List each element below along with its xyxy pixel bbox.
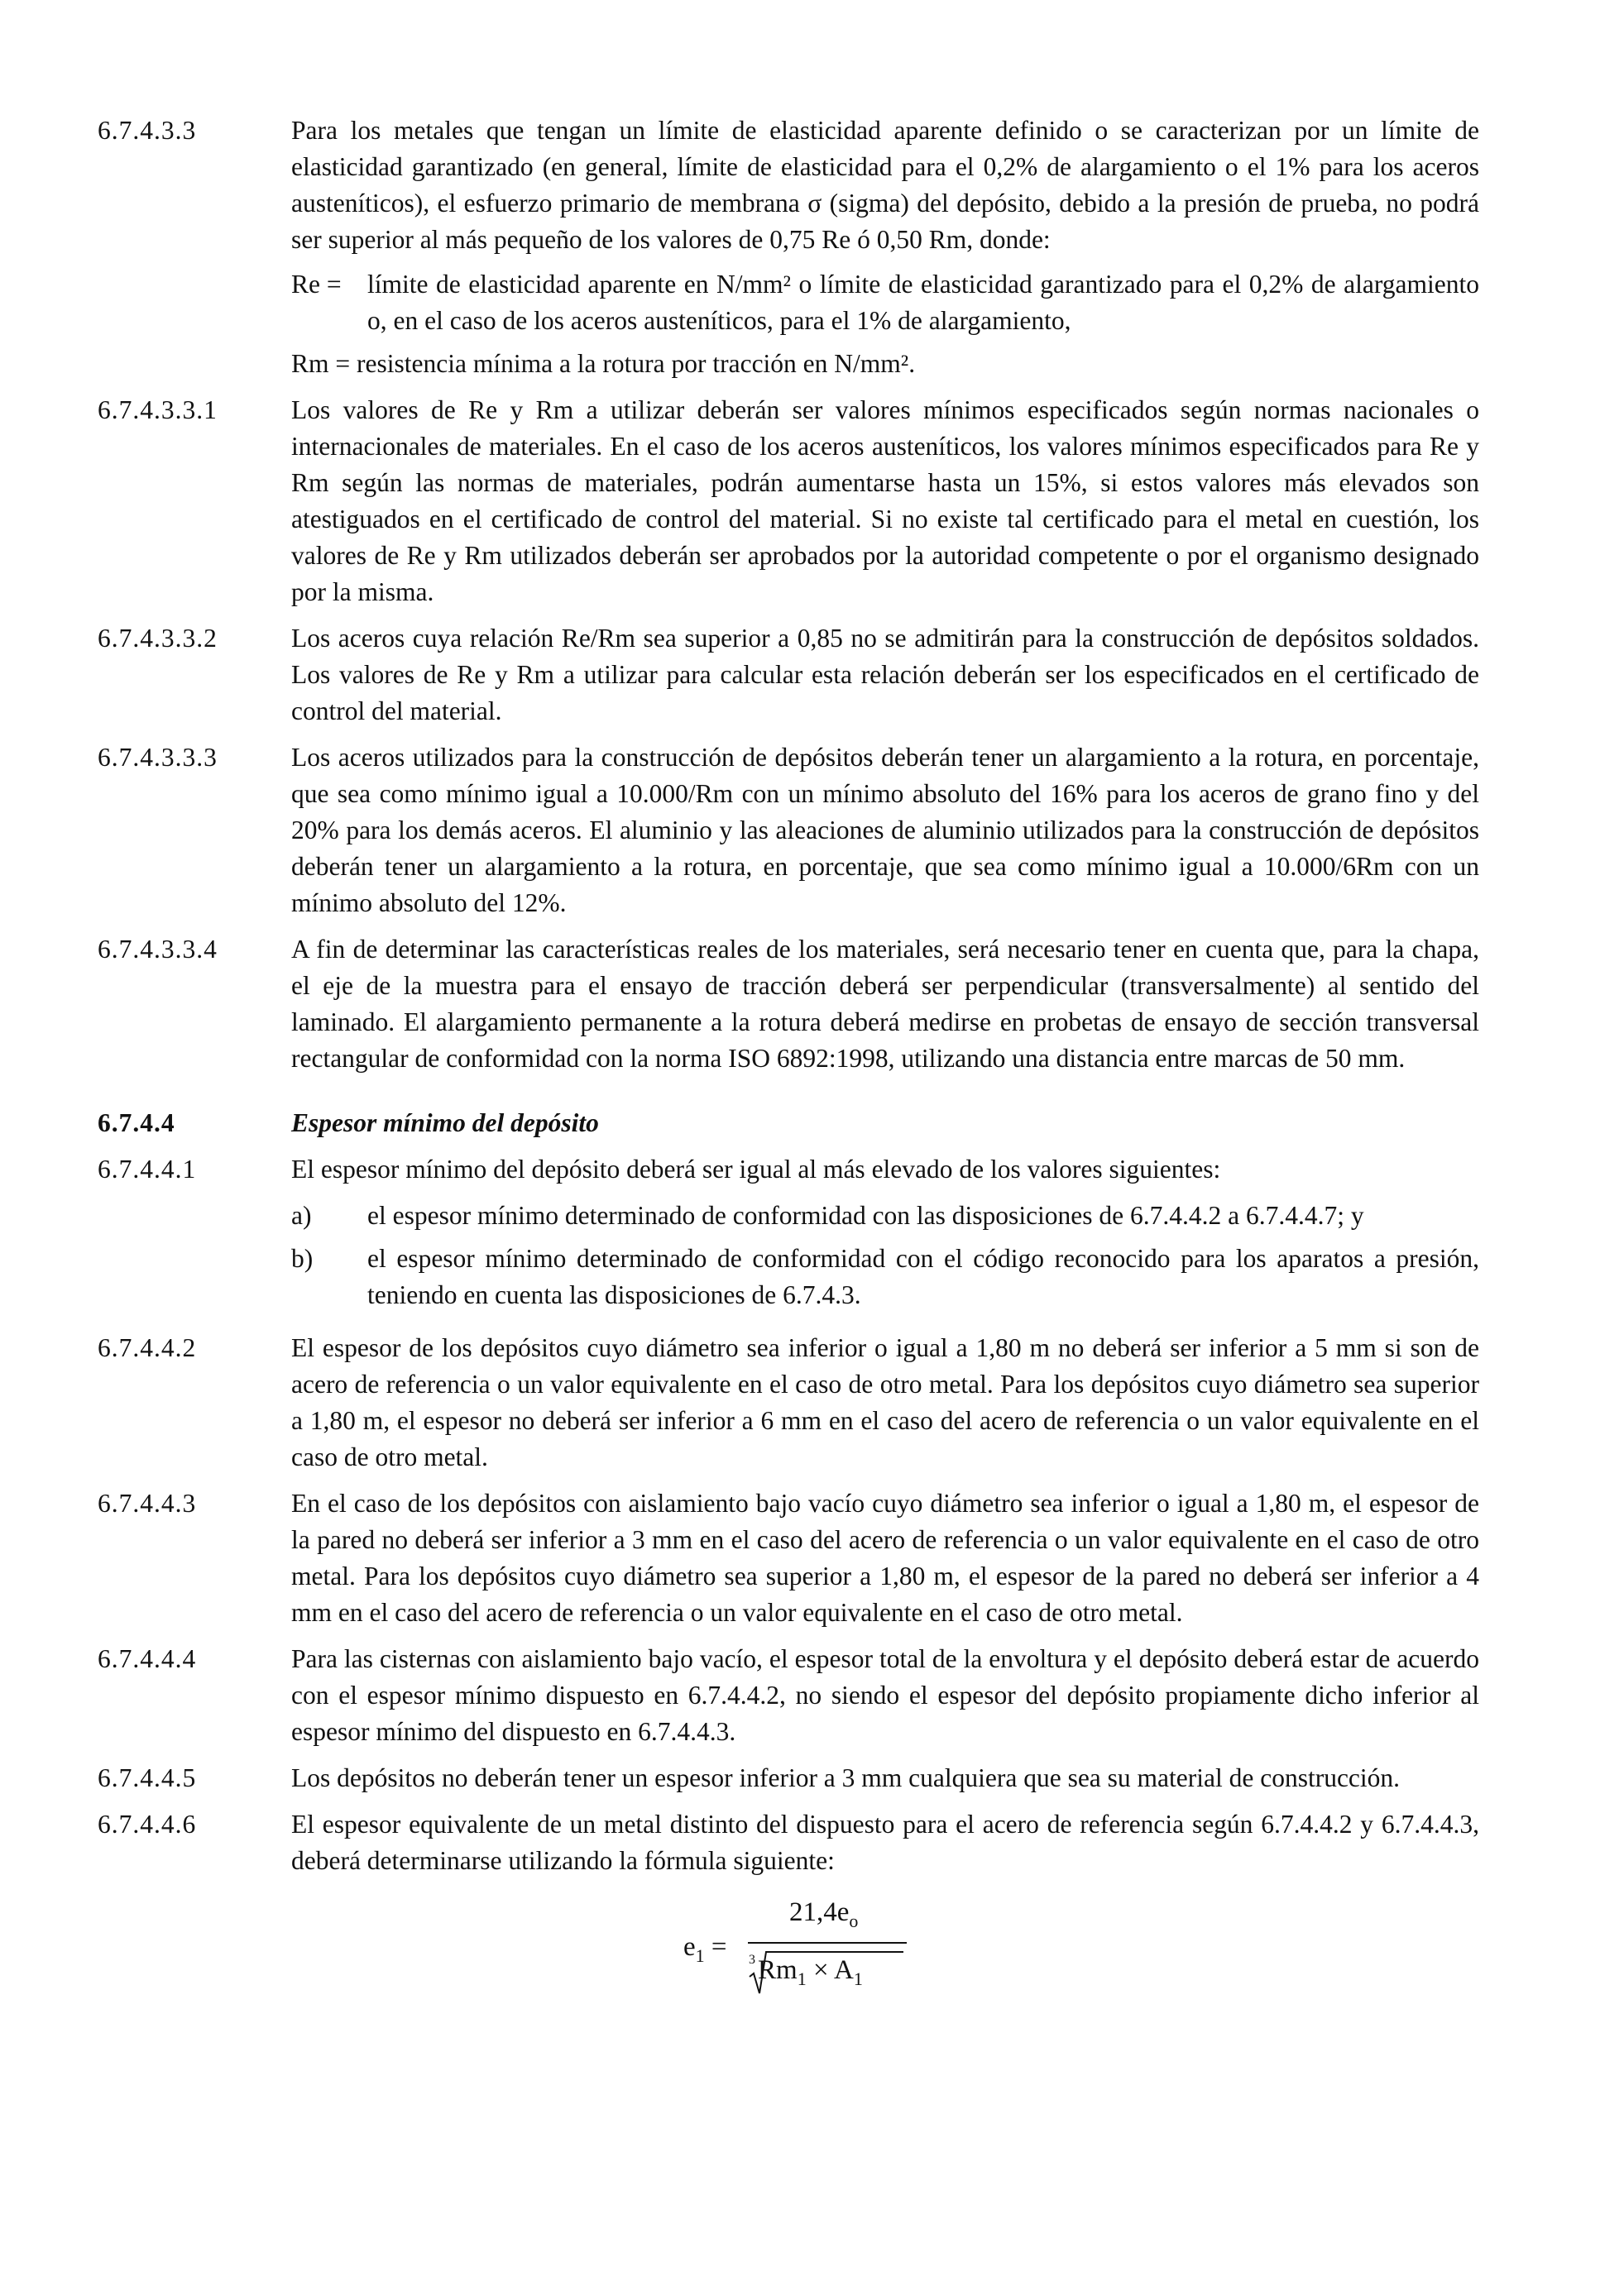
paragraph-text: Los valores de Re y Rm a utilizar deberán ser valores mínimos especificados según normas nacionales o internacionales de materiales. En el caso de los aceros austeníticos, los valores mínimos especificados para Re y Rm según las normas de materiales, podrán aumentarse hasta un 15%, si estos valores más elevados son atestiguados en el certificado de control del material. Si no existe tal certificado para el metal en cuestión, los valores de Re y Rm utilizados deberán ser aprobados por la autoridad competente o por el organismo designado por la misma. (291, 395, 1479, 606)
denominator-a: A (833, 1955, 854, 1985)
paragraph-6-7-4-3-3-4 (98, 931, 1479, 1077)
paragraph-text: Para las cisternas con aislamiento bajo vacío, el espesor total de la envoltura y el depósito deberá estar de acuerdo con el espesor mínimo dispuesto en 6.7.4.4.2, no siendo el espesor del depósito propiamente dicho inferior al espesor mínimo del dispuesto en 6.7.4.4.3. (291, 1644, 1479, 1746)
times-sign: × (806, 1955, 834, 1985)
item-label: b) (291, 1244, 314, 1273)
paragraph-number: 6.7.4.3.3.4 (98, 935, 218, 964)
formula-numerator (789, 1894, 858, 1933)
paragraph-6-7-4-4-1 (98, 1151, 1479, 1320)
denominator-rm: Rm (758, 1955, 798, 1985)
item-text: el espesor mínimo determinado de conformidad con las disposiciones de 6.7.4.4.2 a 6.7.4.4.7; y (367, 1201, 1364, 1230)
item-text: el espesor mínimo determinado de conformidad con el código reconocido para los aparatos a presión, teniendo en cuenta las disposiciones de 6.7.4.3. (367, 1244, 1479, 1309)
list-item (291, 1198, 1479, 1234)
numerator-subscript: o (849, 1911, 859, 1931)
paragraph-number: 6.7.4.4.5 (98, 1763, 197, 1792)
paragraph-number: 6.7.4.3.3.3 (98, 743, 218, 772)
paragraph-number: 6.7.4.4.6 (98, 1810, 197, 1839)
paragraph-text: Los aceros utilizados para la construcción de depósitos deberán tener un alargamiento a la rotura, en porcentaje, que sea como mínimo igual a 10.000/Rm con un mínimo absoluto del 16% para los aceros de grano fino y del 20% para los demás aceros. El aluminio y las aleaciones de aluminio utilizados para la construcción de depósitos deberán tener un alargamiento a la rotura, en porcentaje, que sea como mínimo igual a 10.000/6Rm con un mínimo absoluto del 12%. (291, 743, 1479, 917)
paragraph-body (291, 1151, 1479, 1320)
paragraph-number: 6.7.4.3.3.2 (98, 624, 218, 653)
paragraph-number: 6.7.4.3.3.1 (98, 395, 218, 424)
thickness-formula (98, 1894, 1479, 2002)
paragraph-number: 6.7.4.4.2 (98, 1333, 197, 1362)
paragraph-number: 6.7.4.4.3 (98, 1489, 197, 1518)
paragraph-text: A fin de determinar las características reales de los materiales, será necesario tener en cuenta que, para la chapa, el eje de la muestra para el ensayo de tracción deberá ser perpendicular (transversalmente) al sentido del laminado. El alargamiento permanente a la rotura deberá medirse en probetas de ensayo de sección transversal rectangular de conformidad con la norma ISO 6892:1998, utilizando una distancia entre marcas de 50 mm. (291, 935, 1479, 1073)
paragraph-6-7-4-4-2 (98, 1330, 1479, 1476)
paragraph-text: El espesor equivalente de un metal distinto del dispuesto para el acero de referencia según 6.7.4.4.2 y 6.7.4.4.3, deberá determinarse utilizando la fórmula siguiente: (291, 1810, 1479, 1875)
list-item (291, 1241, 1479, 1313)
formula-equals: = (704, 1932, 727, 1962)
paragraph-text: El espesor mínimo del depósito deberá ser igual al más elevado de los valores siguientes: (291, 1155, 1221, 1184)
definition-rm: Rm = resistencia mínima a la rotura por tracción en N/mm². (291, 349, 916, 378)
definition-term: Re = (291, 270, 342, 299)
fraction-bar (748, 1942, 907, 1944)
paragraph-6-7-4-3-3-3 (98, 739, 1479, 921)
root-index: 3 (749, 1953, 755, 1967)
paragraph-6-7-4-3-3 (98, 112, 1479, 382)
definition-re (291, 266, 1479, 339)
item-label: a) (291, 1201, 312, 1230)
paragraph-6-7-4-3-3-1 (98, 392, 1479, 610)
numerator-value: 21,4e (789, 1897, 850, 1927)
formula-expression (683, 1894, 915, 2002)
section-heading (98, 1105, 1479, 1141)
paragraph-6-7-4-4-6 (98, 1806, 1479, 1879)
definition-list (291, 266, 1479, 382)
item-list (291, 1198, 1479, 1313)
paragraph-6-7-4-4-3 (98, 1485, 1479, 1631)
paragraph-6-7-4-4-5 (98, 1760, 1479, 1796)
denominator-rm-subscript: 1 (797, 1968, 807, 1989)
paragraph-text: Los depósitos no deberán tener un espesor inferior a 3 mm cualquiera que sea su material de construcción. (291, 1763, 1401, 1792)
paragraph-number: 6.7.4.3.3 (98, 116, 197, 145)
denominator-a-subscript: 1 (853, 1968, 863, 1989)
paragraph-number: 6.7.4.4.1 (98, 1155, 197, 1184)
paragraph-text: Para los metales que tengan un límite de elasticidad aparente definido o se caracterizan por un límite de elasticidad garantizado (en general, límite de elasticidad para el 0,2% de alargamiento o el 1% para los aceros austeníticos), el esfuerzo primario de membrana σ (sigma) del depósito, debido a la presión de prueba, no podrá ser superior al más pequeño de los valores de 0,75 Re ó 0,50 Rm, donde: (291, 116, 1479, 254)
paragraph-number: 6.7.4.4.4 (98, 1644, 197, 1673)
definition-text: límite de elasticidad aparente en N/mm² o límite de elasticidad garantizado para el 0,2% de alargamiento o, en el caso de los aceros austeníticos, para el 1% de alargamiento, (367, 270, 1479, 335)
document-content (98, 112, 1479, 2002)
formula-lhs-symbol: e (683, 1932, 696, 1962)
heading-number: 6.7.4.4 (98, 1108, 175, 1137)
formula-lhs (683, 1929, 727, 1968)
formula-lhs-subscript: 1 (695, 1945, 705, 1966)
paragraph-6-7-4-4-4 (98, 1641, 1479, 1750)
paragraph-body (291, 112, 1479, 382)
paragraph-text: Los aceros cuya relación Re/Rm sea superior a 0,85 no se admitirán para la construcción de depósitos soldados. Los valores de Re y Rm a utilizar para calcular esta relación deberán ser los especificados en el certificado de control del material. (291, 624, 1479, 725)
formula-denominator (758, 1952, 863, 1991)
paragraph-text: En el caso de los depósitos con aislamiento bajo vacío cuyo diámetro sea inferior o igual a 1,80 m, el espesor de la pared no deberá ser inferior a 3 mm en el caso del acero de referencia o un valor equivalente en el caso de otro metal. Para los depósitos cuyo diámetro sea superior a 1,80 m, el espesor de la pared no deberá ser inferior a 4 mm en el caso del acero de referencia o un valor equivalente en el caso de otro metal. (291, 1489, 1479, 1627)
paragraph-text: El espesor de los depósitos cuyo diámetro sea inferior o igual a 1,80 m no deberá ser inferior a 5 mm si son de acero de referencia o un valor equivalente en el caso de otro metal. Para los depósitos cuyo diámetro sea superior a 1,80 m, el espesor no deberá ser inferior a 6 mm en el caso del acero de referencia o un valor equivalente en el caso de otro metal. (291, 1333, 1479, 1471)
heading-title: Espesor mínimo del depósito (291, 1108, 599, 1137)
paragraph-6-7-4-3-3-2 (98, 620, 1479, 729)
